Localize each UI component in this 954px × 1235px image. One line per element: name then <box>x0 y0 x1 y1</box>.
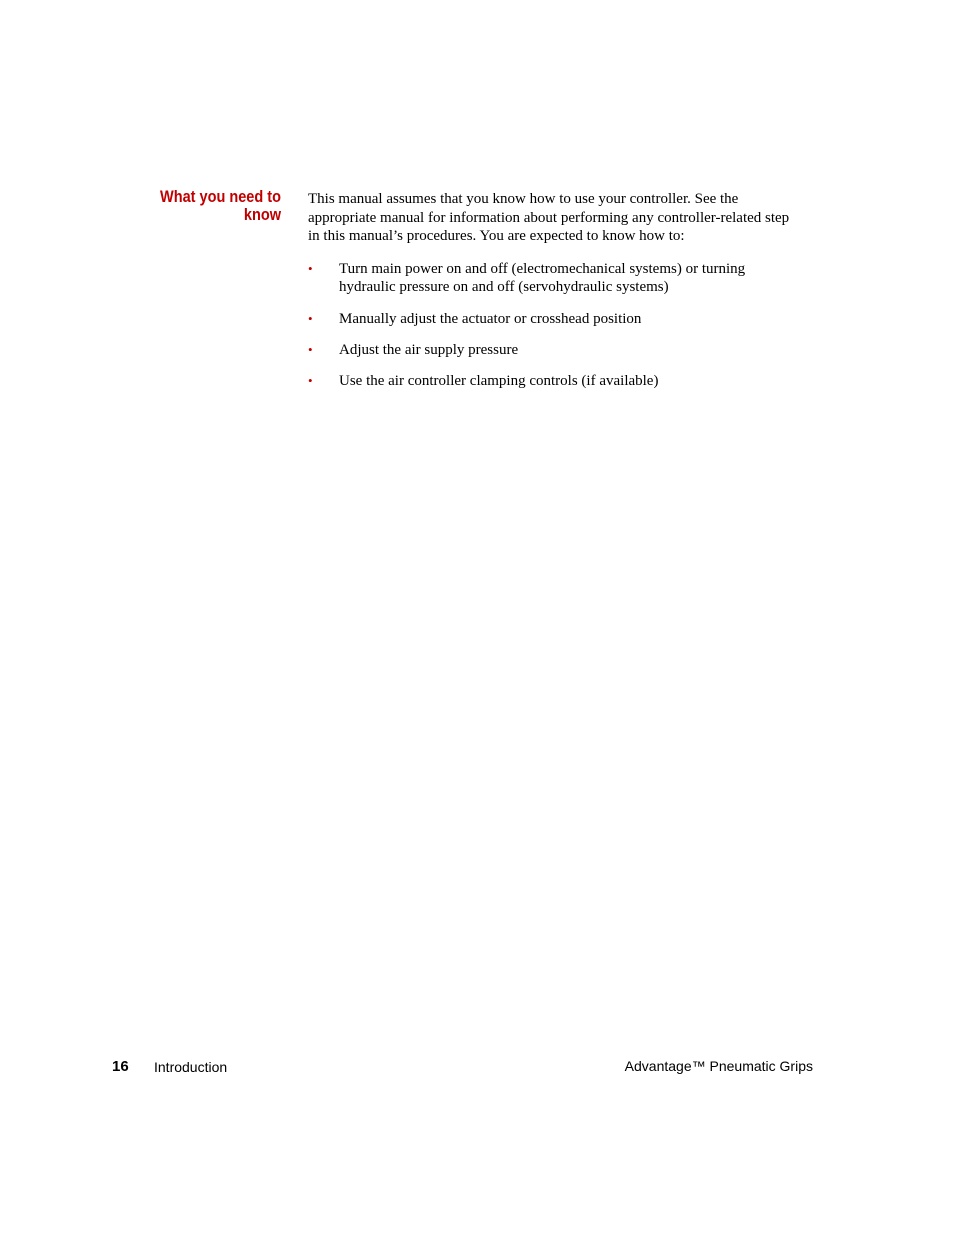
section-heading-line: What you need to <box>160 188 281 206</box>
list-item <box>308 310 818 329</box>
requirements-list <box>308 260 818 391</box>
footer-section-name: Introduction <box>154 1059 228 1075</box>
intro-line: This manual assumes that you know how to use your controller. See the <box>308 191 739 207</box>
list-item <box>308 260 818 297</box>
intro-paragraph <box>308 190 818 246</box>
list-item-text: Adjust the air supply pressure <box>339 341 519 358</box>
list-item-text: Use the air controller clamping controls (if available) <box>339 372 659 389</box>
intro-line: in this manual’s procedures. You are expected to know how to: <box>308 228 685 245</box>
list-item-text: Manually adjust the actuator or crosshead position <box>339 310 642 327</box>
intro-line: appropriate manual for information about performing any controller-related step <box>308 209 790 226</box>
list-item-text: hydraulic pressure on and off (servohydraulic systems) <box>339 279 669 296</box>
bullet-icon: • <box>308 341 313 357</box>
list-item <box>308 372 818 391</box>
section-body <box>308 190 818 403</box>
list-item-text: Turn main power on and off (electromechanical systems) or turning <box>339 260 746 277</box>
footer-book-title: Advantage™ Pneumatic Grips <box>624 1058 813 1074</box>
page-footer <box>0 1056 954 1078</box>
bullet-icon: • <box>308 310 313 326</box>
section-heading-line: know <box>243 206 281 224</box>
bullet-icon: • <box>308 260 313 276</box>
list-item <box>308 341 818 360</box>
section-heading <box>139 188 281 224</box>
bullet-icon: • <box>308 372 313 388</box>
page-number: 16 <box>112 1058 129 1075</box>
